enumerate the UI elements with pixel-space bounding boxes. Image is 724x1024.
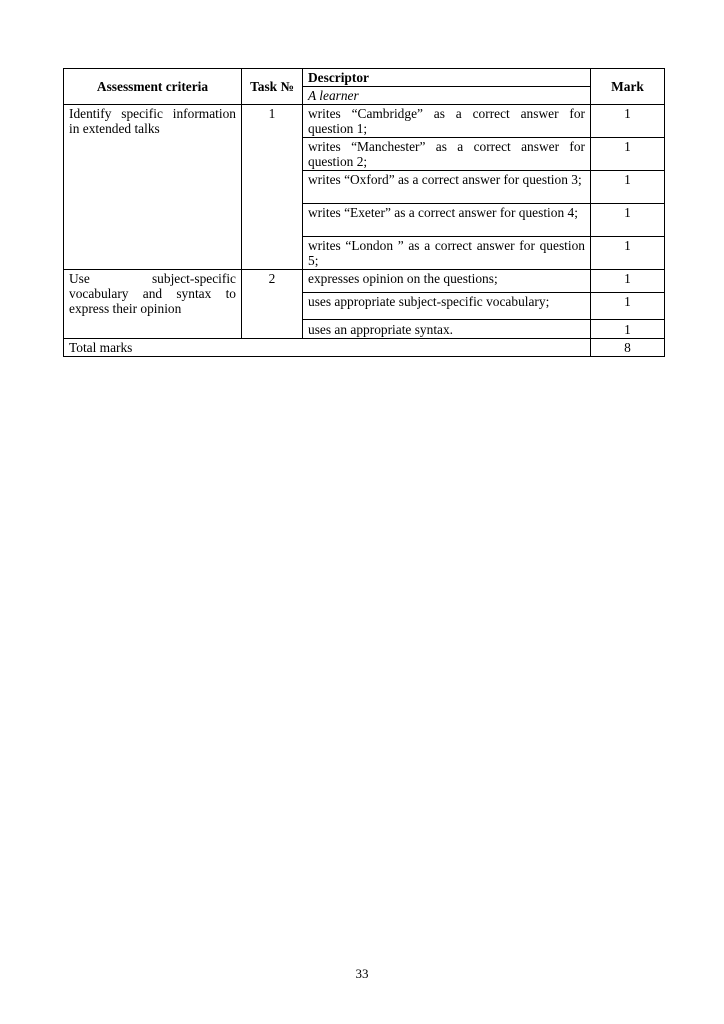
table-row [64, 105, 665, 138]
total-marks-label: Total marks [64, 339, 591, 357]
header-mark: Mark [591, 69, 665, 105]
total-marks-value: 8 [591, 339, 665, 357]
mark-cell: 1 [591, 105, 665, 138]
descriptor-cell: writes “Manchester” as a correct answer for question 2; [303, 138, 591, 171]
criteria-cell: Use subject-specific vocabulary and syntax to express their opinion [64, 270, 242, 339]
descriptor-cell: writes “London ” as a correct answer for question 5; [303, 237, 591, 270]
header-assessment-criteria: Assessment criteria [64, 69, 242, 105]
task-number-cell: 1 [242, 105, 303, 270]
header-learner: A learner [303, 87, 591, 105]
mark-cell: 1 [591, 293, 665, 320]
descriptor-cell: writes “Oxford” as a correct answer for question 3; [303, 171, 591, 204]
header-task-number: Task № [242, 69, 303, 105]
mark-cell: 1 [591, 171, 665, 204]
assessment-table [63, 68, 665, 357]
mark-cell: 1 [591, 320, 665, 339]
descriptor-cell: writes “Exeter” as a correct answer for question 4; [303, 204, 591, 237]
header-descriptor: Descriptor [303, 69, 591, 87]
task-number-cell: 2 [242, 270, 303, 339]
descriptor-cell: uses an appropriate syntax. [303, 320, 591, 339]
mark-cell: 1 [591, 237, 665, 270]
mark-cell: 1 [591, 138, 665, 171]
criteria-cell: Identify specific information in extended talks [64, 105, 242, 270]
descriptor-cell: uses appropriate subject-specific vocabulary; [303, 293, 591, 320]
descriptor-cell: expresses opinion on the questions; [303, 270, 591, 293]
mark-cell: 1 [591, 204, 665, 237]
descriptor-cell: writes “Cambridge” as a correct answer for question 1; [303, 105, 591, 138]
header-row [64, 69, 665, 87]
page-number: 33 [355, 966, 369, 981]
total-row [64, 339, 665, 357]
mark-cell: 1 [591, 270, 665, 293]
table-row [64, 270, 665, 293]
